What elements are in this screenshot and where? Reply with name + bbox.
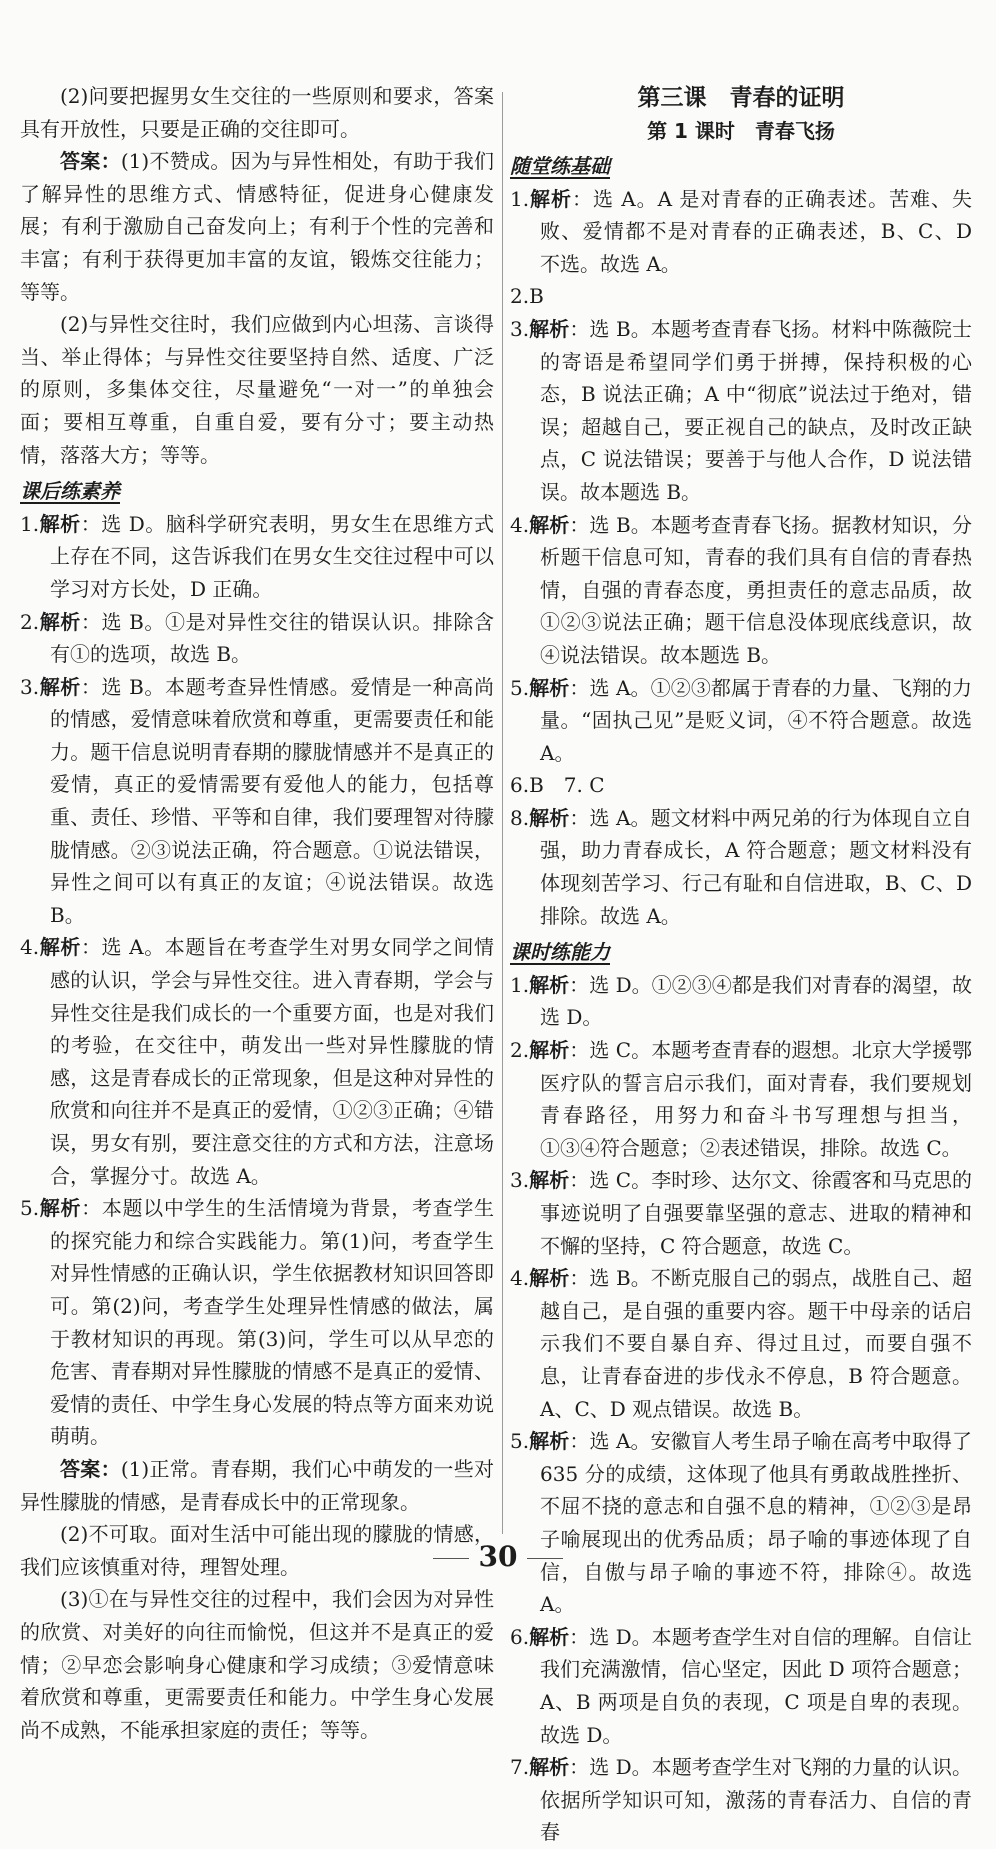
answer-item bbox=[510, 313, 972, 509]
right-answer-list-2 bbox=[510, 969, 972, 1849]
answer-label: 答案： bbox=[60, 1456, 121, 1481]
analysis-label: 解析 bbox=[529, 1038, 570, 1063]
answer-text: ：选 C。本题考查青春的遐想。北京大学援鄂医疗队的誓言启示我们，面对青春，我们要规划青春路径，用努力和奋斗书写理想与担当，①③④符合题意；②表述错误，排除。故选 C。 bbox=[540, 1038, 972, 1160]
answer-text: B bbox=[529, 284, 544, 309]
answer-item bbox=[20, 508, 494, 606]
answer-item bbox=[510, 1751, 972, 1849]
answer-number: 1. bbox=[20, 511, 40, 536]
answer-1 bbox=[20, 145, 494, 308]
answer-number: 8. bbox=[510, 805, 530, 830]
answer-text: ：选 A。本题旨在考查学生对男女同学之间情感的认识，学会与异性交往。进入青春期，学会与异性交往是我们成长的一个重要方面，也是对我们的考验，在交往中，萌发出一些对异性朦胧的情感，这是青春成长的正常现象，但是这种对异性的欣赏和向往并不是真正的爱情，①②③正确；④错误，男女有别，要注意交往的方式和方法，注意场合，掌握分寸。故选 A。 bbox=[50, 935, 494, 1188]
answer-item bbox=[20, 1192, 494, 1453]
answer-text: ：选 D。①②③④都是我们对青春的渴望，故选 D。 bbox=[540, 972, 972, 1030]
page-number-dash-left bbox=[433, 1558, 469, 1559]
answer-text: ：选 B。本题考查青春飞扬。材料中陈薇院士的寄语是希望同学们勇于拼搏，保持积极的心态，B 说法正确；A 中“彻底”说法过于绝对，错误；超越自己，要正视自己的缺点，及时改正缺点，C 说法错误；要善于与他人合作，D 说法错误。故本题选 B。 bbox=[540, 316, 973, 504]
left-answer-list bbox=[20, 508, 494, 1453]
section-heading-suitang: 随堂练基础 bbox=[510, 154, 610, 178]
answer-text: ：选 A。题文材料中两兄弟的行为体现自立自强，助力青春成长，A 符合题意；题文材料没有体现刻苦学习、行己有耻和自信进取，B、C、D 排除。故选 A。 bbox=[540, 805, 972, 928]
right-answer-list-1 bbox=[510, 183, 972, 933]
answer-item bbox=[510, 1034, 972, 1164]
period-title: 第 1 课时 青春飞扬 bbox=[647, 119, 835, 143]
answer-number: 2. bbox=[510, 284, 530, 309]
analysis-label: 解析 bbox=[39, 935, 81, 960]
answer-label: 答案： bbox=[60, 149, 121, 174]
answer-item bbox=[510, 183, 972, 281]
answer-number: 3. bbox=[510, 316, 530, 341]
left-paragraph-4: (3)①在与异性交往的过程中，我们会因为对异性的欣赏、对美好的向往而愉悦，但这并不是真正的爱情；②早恋会影响身心健康和学习成绩；③爱情意味着欣赏和尊重，更需要责任和能力。中学生身心发展尚不成熟，不能承担家庭的责任；等等。 bbox=[20, 1587, 494, 1742]
answer-text: (1)正常。青春期，我们心中萌发的一些对异性朦胧的情感，是青春成长中的正常现象。 bbox=[20, 1456, 494, 1514]
answer-number: 7. bbox=[510, 1755, 530, 1780]
answer-text: ：选 C。李时珍、达尔文、徐霞客和马克思的事迹说明了自强要靠坚强的意志、进取的精神和不懈的坚持，C 符合题意，故选 C。 bbox=[540, 1168, 972, 1258]
lesson-title: 第三课 青春的证明 bbox=[637, 85, 845, 111]
answer-text: ：选 A。A 是对青春的正确表述。苦难、失败、爱情都不是对青春的正确表述，B、C、D 不选。故选 A。 bbox=[540, 186, 972, 276]
page-number-value: 30 bbox=[478, 1540, 518, 1573]
analysis-label: 解析 bbox=[529, 1429, 570, 1454]
answer-text: ：选 D。脑科学研究表明，男女生在思维方式上存在不同，这告诉我们在男女生交往过程中可以学习对方长处，D 正确。 bbox=[50, 511, 494, 601]
answer-item bbox=[510, 769, 972, 802]
analysis-label: 解析 bbox=[529, 316, 570, 341]
answer-number: 1. bbox=[510, 972, 530, 997]
analysis-label: 解析 bbox=[39, 674, 81, 699]
answer-item bbox=[510, 509, 972, 672]
left-column bbox=[20, 80, 494, 1746]
right-column bbox=[510, 80, 972, 1849]
analysis-label: 解析 bbox=[529, 675, 570, 700]
answer-2 bbox=[20, 1453, 494, 1518]
answer-item bbox=[20, 931, 494, 1192]
analysis-label: 解析 bbox=[529, 1755, 570, 1780]
answer-text: ：选 B。本题考查青春飞扬。据教材知识，分析题干信息可知，青春的我们具有自信的青春热情，自强的青春态度，勇担责任的意志品质，故①②③说法正确；题干信息没体现底线意识，故④说法错误。故本题选 B。 bbox=[540, 512, 973, 667]
answer-text: ：选 A。①②③都属于青春的力量、飞翔的力量。“固执己见”是贬义词，④不符合题意。故选 A。 bbox=[540, 675, 972, 765]
analysis-label: 解析 bbox=[39, 511, 81, 536]
answer-number: 4. bbox=[510, 512, 530, 537]
left-paragraph-1: (2)问要把握男女生交往的一些原则和要求，答案具有开放性，只要是正确的交往即可。 bbox=[20, 84, 494, 141]
answer-text: ：本题以中学生的生活情境为背景，考查学生的探究能力和综合实践能力。第(1)问，考查学生对异性情感的正确认识，学生依据教材知识回答即可。第(2)问，考查学生处理异性情感的做法，属于教材知识的再现。第(3)问，学生可以从早恋的危害、青春期对异性朦胧的情感不是真正的爱情、爱情的责任、中学生身心发展的特点等方面来劝说萌萌。 bbox=[50, 1196, 495, 1449]
answer-number: 5. bbox=[20, 1196, 40, 1221]
answer-item bbox=[510, 1262, 972, 1425]
answer-number: 6. bbox=[510, 1624, 530, 1649]
answer-text: ：选 D。本题考查学生对自信的理解。自信让我们充满激情，信心坚定，因此 D 项符合题意；A、B 两项是自负的表现，C 项是自卑的表现。故选 D。 bbox=[540, 1624, 972, 1747]
answer-item bbox=[510, 969, 972, 1034]
answer-item bbox=[510, 280, 972, 313]
analysis-label: 解析 bbox=[529, 1624, 570, 1649]
section-heading-kehou: 课后练素养 bbox=[20, 479, 120, 504]
answer-item bbox=[510, 1425, 972, 1621]
analysis-label: 解析 bbox=[39, 609, 81, 634]
answer-text: (1)不赞成。因为与异性相处，有助于我们了解异性的思维方式、情感特征，促进身心健康发展；有利于激励自己奋发向上；有利于个性的完善和丰富；有利于获得更加丰富的友谊，锻炼交往能力；等等。 bbox=[20, 149, 494, 304]
answer-number: 2. bbox=[20, 609, 40, 634]
answer-number: 2. bbox=[510, 1038, 530, 1063]
answer-number: 6. bbox=[510, 773, 530, 798]
answer-number: 5. bbox=[510, 675, 530, 700]
analysis-label: 解析 bbox=[529, 1168, 570, 1193]
answer-text: ：选 B。不断克服自己的弱点，战胜自己、超越自己，是自强的重要内容。题干中母亲的话启示我们不要自暴自弃、得过且过，而要自强不息，让青春奋进的步伐永不停息，B 符合题意。A、C、D 观点错误。故选 B。 bbox=[540, 1266, 973, 1421]
page-number bbox=[0, 1540, 996, 1573]
left-paragraph-2: (2)与异性交往时，我们应做到内心坦荡、言谈得当、举止得体；与异性交往要坚持自然、适度、广泛的原则，多集体交往，尽量避免“一对一”的单独会面；要相互尊重，自重自爱，要有分寸；要主动热情，落落大方；等等。 bbox=[20, 312, 494, 467]
answer-number: 4. bbox=[510, 1266, 530, 1291]
answer-text: B 7. C bbox=[529, 773, 605, 798]
answer-number: 3. bbox=[510, 1168, 530, 1193]
page-number-dash-right bbox=[527, 1558, 563, 1559]
section-heading-keshi: 课时练能力 bbox=[510, 940, 610, 965]
answer-number: 1. bbox=[510, 186, 530, 211]
analysis-label: 解析 bbox=[529, 805, 570, 830]
analysis-label: 解析 bbox=[39, 1196, 82, 1221]
answer-item bbox=[20, 606, 494, 671]
analysis-label: 解析 bbox=[529, 512, 570, 537]
answer-number: 4. bbox=[20, 935, 40, 960]
answer-item bbox=[510, 672, 972, 770]
answer-text: ：选 B。①是对异性交往的错误认识。排除含有①的选项，故选 B。 bbox=[50, 609, 494, 667]
analysis-label: 解析 bbox=[529, 972, 570, 997]
analysis-label: 解析 bbox=[529, 186, 572, 211]
answer-item bbox=[20, 671, 494, 932]
answer-number: 5. bbox=[510, 1429, 530, 1454]
left-paragraph-3: (2)不可取。面对生活中可能出现的朦胧的情感，我们应该慎重对待，理智处理。 bbox=[20, 1522, 494, 1579]
answer-text: ：选 B。本题考查异性情感。爱情是一种高尚的情感，爱情意味着欣赏和尊重，更需要责任和能力。题干信息说明青春期的朦胧情感并不是真正的爱情，真正的爱情需要有爱他人的能力，包括尊重、责任、珍惜、平等和自律，我们要理智对待朦胧情感。②③说法正确，符合题意。①说法错误，异性之间可以有真正的友谊；④说法错误。故选 B。 bbox=[50, 674, 494, 927]
answer-item bbox=[510, 802, 972, 932]
answer-text: ：选 D。本题考查学生对飞翔的力量的认识。依据所学知识可知，激荡的青春活力、自信的青春 bbox=[540, 1755, 972, 1845]
answer-text: ：选 A。安徽盲人考生昂子喻在高考中取得了 635 分的成绩，这体现了他具有勇敢战胜挫折、不屈不挠的意志和自强不息的精神，①②③是昂子喻展现出的优秀品质；昂子喻的事迹体现了自信，自傲与昂子喻的事迹不符，排除④。故选 A。 bbox=[540, 1429, 972, 1617]
column-divider bbox=[502, 92, 503, 1534]
analysis-label: 解析 bbox=[529, 1266, 570, 1291]
answer-item bbox=[510, 1621, 972, 1751]
answer-item bbox=[510, 1164, 972, 1262]
answer-number: 3. bbox=[20, 674, 40, 699]
